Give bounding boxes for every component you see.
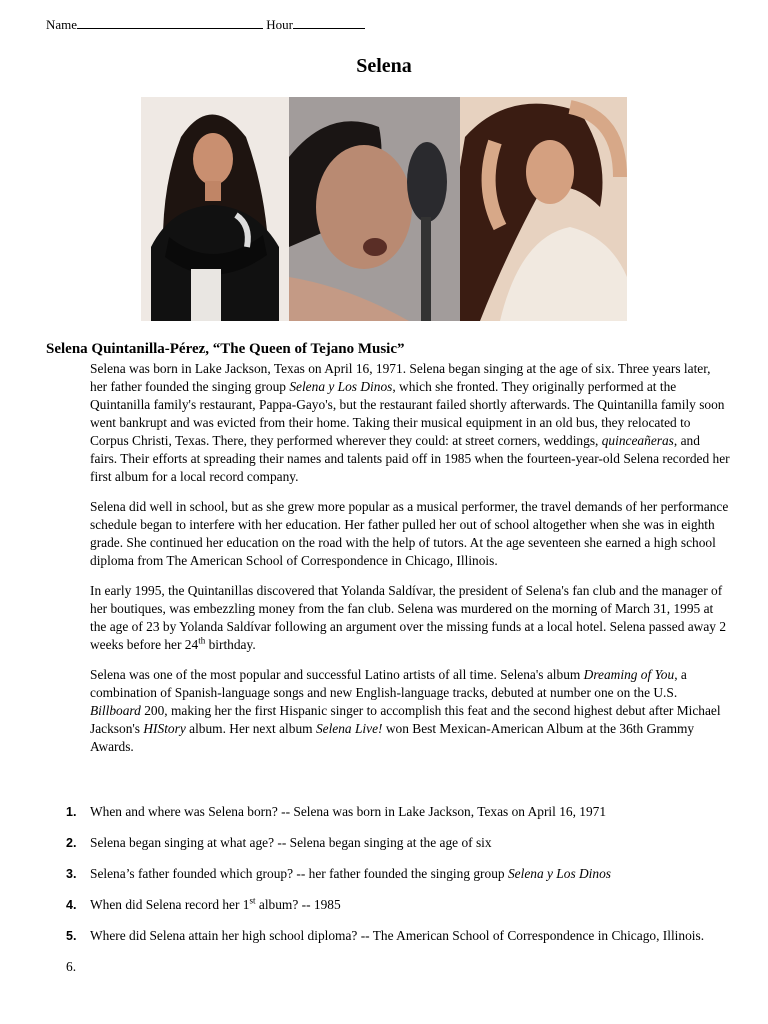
question-item <box>66 958 726 976</box>
photo-portrait-1 <box>141 97 289 321</box>
question-text: Selena began singing at what age? -- Selena began singing at the age of six <box>90 835 492 850</box>
question-item <box>66 865 726 883</box>
question-number: 4. <box>66 898 77 912</box>
question-number: 5. <box>66 929 77 943</box>
question-number: 3. <box>66 867 77 881</box>
section-heading: Selena Quintanilla-Pérez, “The Queen of Tejano Music” <box>46 341 405 357</box>
photo-singing <box>289 97 460 321</box>
text-run: album. Her next album <box>185 721 316 736</box>
answer-blank[interactable] <box>90 958 726 976</box>
name-blank[interactable] <box>77 16 263 29</box>
text-run: , which she fronted. They originally performed at the Quintanilla family's restaurant, Pappa-Gayo's, but the restaurant failed shortly afterwards. The Quintanilla family soon went bankrupt and was evicted from their home. Taking their musical equipment in an old bus, they relocated to Corpus Christi, Texas. There, they performed wherever they could: at street corners, weddings, <box>90 379 725 448</box>
question-text <box>90 865 726 883</box>
text-run: birthday. <box>205 637 256 652</box>
text-run: When did Selena record her 1 <box>90 897 250 912</box>
paragraph-3 <box>90 582 730 654</box>
text-run: Selena was one of the most popular and successful Latino artists of all time. Selena's album <box>90 667 584 682</box>
question-item <box>66 834 726 852</box>
text-run: Selena was born in Lake Jackson, Texas on April 16, 1971. Selena began singing at the age of six. Three years later, her father founded the singing group <box>90 361 711 394</box>
question-number: 6. <box>66 959 77 974</box>
text-run: , a combination of Spanish-language songs and new English-language tracks, debuted at number one on the U.S. <box>90 667 687 700</box>
superscript: st <box>249 895 256 906</box>
photo-strip <box>141 97 627 321</box>
italic-text: Selena Live! <box>315 721 383 736</box>
question-item <box>66 803 726 821</box>
question-number: 2. <box>66 836 77 850</box>
italic-text: Selena y Los Dinos <box>507 866 611 881</box>
hour-label: Hour <box>266 17 294 32</box>
superscript: th <box>198 635 206 646</box>
hour-blank[interactable] <box>293 16 365 29</box>
italic-text: quinceañeras <box>601 433 674 448</box>
paragraph-2 <box>90 498 730 570</box>
article-body <box>90 360 730 756</box>
text-run: album? -- 1985 <box>255 897 341 912</box>
question-text: When and where was Selena born? -- Selena was born in Lake Jackson, Texas on April 16, 1971 <box>90 804 607 819</box>
text-run: Selena did well in school, but as she grew more popular as a musical performer, the travel demands of her performance schedule began to interfere with her education. Her father pulled her out of school altogether when she was in eighth grade. She continued her education on the road with the help of tutors. At the age seventeen she earned a high school diploma from The American School of Correspondence in Chicago, Illinois. <box>90 499 729 568</box>
name-label: Name <box>46 17 78 32</box>
question-text: Where did Selena attain her high school diploma? -- The American School of Correspondence in Chicago, Illinois. <box>90 928 705 943</box>
italic-text: Billboard <box>90 703 141 718</box>
italic-text: HIStory <box>143 721 186 736</box>
question-item <box>66 896 726 914</box>
text-run: won Best Mexican-American Album at the 36th Grammy Awards. <box>90 721 695 754</box>
text-run: , and fairs. Their efforts at spreading their names and talents paid off in 1985 when the fourteen-year-old Selena recorded her first album for a local record company. <box>90 433 730 484</box>
text-run: In early 1995, the Quintanillas discovered that Yolanda Saldívar, the president of Selena's fan club and the manager of her boutiques, was embezzling money from the fan club. Selena was murdered on the morning of March 31, 1995 at the age of 23 by Yolanda Saldívar following an argument over the missing funds at a local hotel. Selena passed away 2 weeks before her 24 <box>90 583 727 652</box>
italic-text: Selena y Los Dinos <box>289 379 393 394</box>
question-text <box>90 896 726 914</box>
paragraph-4 <box>90 666 730 756</box>
italic-text: Dreaming of You <box>583 667 675 682</box>
photo-portrait-2 <box>460 97 627 321</box>
text-run: Selena’s father founded which group? -- her father founded the singing group <box>90 866 508 881</box>
question-list <box>66 803 726 989</box>
question-item <box>66 927 726 945</box>
paragraph-1 <box>90 360 730 486</box>
name-hour-line <box>46 16 365 33</box>
page-title: Selena <box>356 55 412 77</box>
text-run: 200, making her the first Hispanic singer to accomplish this feat and the second highest debut after Michael Jackson's <box>90 703 721 736</box>
question-number: 1. <box>66 805 77 819</box>
